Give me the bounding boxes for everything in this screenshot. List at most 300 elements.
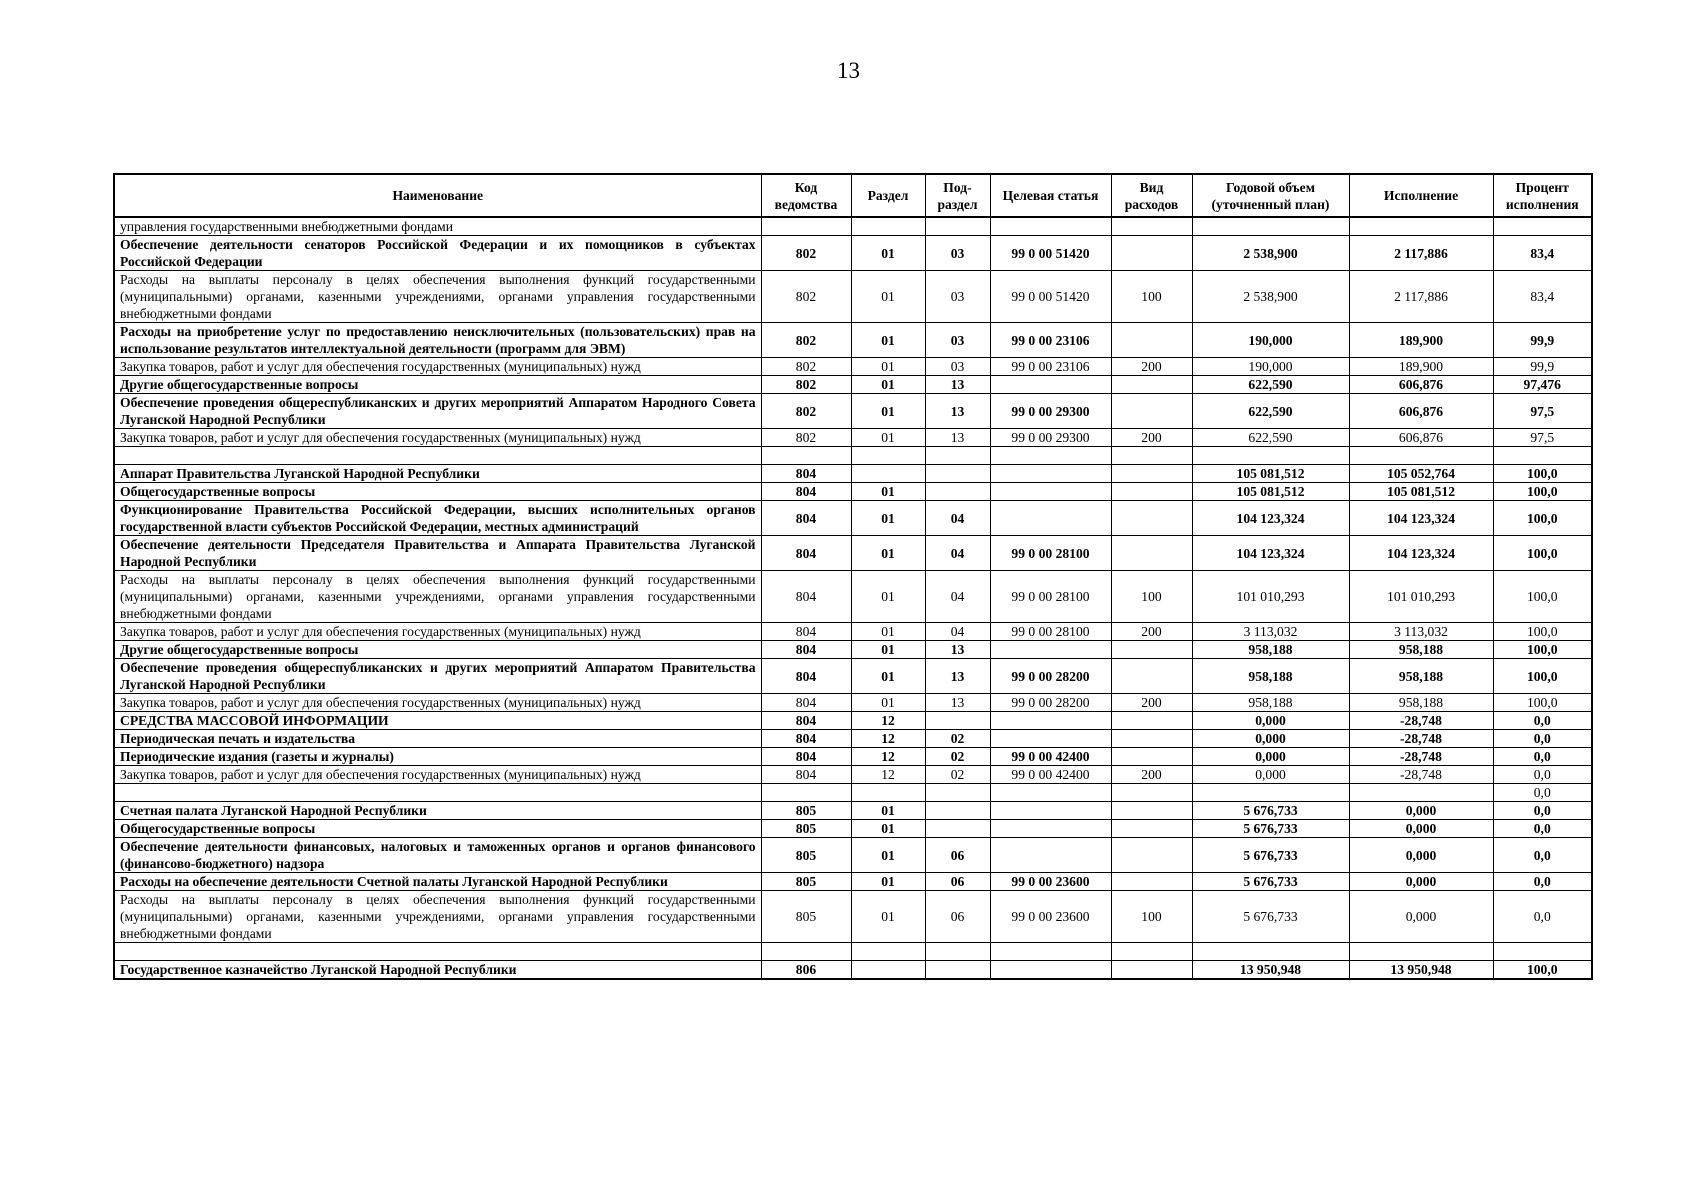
cell-section <box>851 447 925 465</box>
cell-annual-plan: 105 081,512 <box>1192 483 1349 501</box>
cell-expense-type <box>1111 394 1192 429</box>
cell-target-item: 99 0 00 28200 <box>990 694 1111 712</box>
cell-department-code <box>761 943 851 961</box>
cell-target-item: 99 0 00 28100 <box>990 623 1111 641</box>
cell-annual-plan: 5 676,733 <box>1192 820 1349 838</box>
cell-expense-type <box>1111 748 1192 766</box>
cell-annual-plan: 622,590 <box>1192 376 1349 394</box>
cell-expense-type <box>1111 465 1192 483</box>
table-row <box>114 536 1592 571</box>
cell-expense-type <box>1111 873 1192 891</box>
cell-section: 01 <box>851 571 925 623</box>
cell-section: 12 <box>851 748 925 766</box>
cell-expense-type: 200 <box>1111 358 1192 376</box>
cell-execution: 958,188 <box>1349 694 1493 712</box>
cell-name <box>114 784 761 802</box>
cell-annual-plan: 2 538,900 <box>1192 271 1349 323</box>
cell-execution: 0,000 <box>1349 802 1493 820</box>
cell-expense-type <box>1111 838 1192 873</box>
cell-subsection: 13 <box>925 376 990 394</box>
cell-subsection: 04 <box>925 571 990 623</box>
table-row <box>114 623 1592 641</box>
cell-department-code: 805 <box>761 873 851 891</box>
cell-department-code: 805 <box>761 820 851 838</box>
cell-department-code: 806 <box>761 961 851 980</box>
table-row <box>114 217 1592 236</box>
cell-execution: 189,900 <box>1349 358 1493 376</box>
cell-expense-type <box>1111 217 1192 236</box>
cell-execution-percent: 100,0 <box>1493 659 1592 694</box>
cell-execution: 13 950,948 <box>1349 961 1493 980</box>
cell-execution-percent <box>1493 943 1592 961</box>
cell-expense-type: 200 <box>1111 623 1192 641</box>
cell-execution: -28,748 <box>1349 730 1493 748</box>
cell-target-item <box>990 712 1111 730</box>
cell-subsection: 03 <box>925 323 990 358</box>
cell-department-code <box>761 447 851 465</box>
cell-section: 01 <box>851 873 925 891</box>
cell-execution-percent: 100,0 <box>1493 465 1592 483</box>
cell-department-code: 804 <box>761 641 851 659</box>
table-row <box>114 571 1592 623</box>
cell-annual-plan: 0,000 <box>1192 712 1349 730</box>
cell-department-code: 804 <box>761 483 851 501</box>
cell-subsection: 13 <box>925 641 990 659</box>
cell-department-code: 804 <box>761 730 851 748</box>
cell-execution-percent: 97,5 <box>1493 429 1592 447</box>
table-row <box>114 820 1592 838</box>
cell-section: 01 <box>851 820 925 838</box>
cell-section <box>851 217 925 236</box>
cell-target-item: 99 0 00 28100 <box>990 536 1111 571</box>
cell-department-code: 805 <box>761 802 851 820</box>
cell-subsection <box>925 712 990 730</box>
cell-target-item <box>990 730 1111 748</box>
cell-target-item <box>990 641 1111 659</box>
cell-annual-plan: 958,188 <box>1192 694 1349 712</box>
cell-annual-plan <box>1192 784 1349 802</box>
table-row <box>114 712 1592 730</box>
table-row <box>114 730 1592 748</box>
cell-annual-plan: 105 081,512 <box>1192 465 1349 483</box>
cell-target-item: 99 0 00 42400 <box>990 748 1111 766</box>
cell-target-item <box>990 784 1111 802</box>
cell-execution <box>1349 943 1493 961</box>
cell-section: 01 <box>851 323 925 358</box>
cell-expense-type <box>1111 536 1192 571</box>
cell-subsection: 03 <box>925 358 990 376</box>
cell-department-code: 804 <box>761 748 851 766</box>
cell-target-item <box>990 217 1111 236</box>
cell-name: Закупка товаров, работ и услуг для обеспечения государственных (муниципальных) нужд <box>114 694 761 712</box>
cell-section <box>851 465 925 483</box>
table-row <box>114 447 1592 465</box>
cell-expense-type: 100 <box>1111 571 1192 623</box>
cell-expense-type <box>1111 641 1192 659</box>
cell-target-item: 99 0 00 51420 <box>990 236 1111 271</box>
cell-department-code: 804 <box>761 623 851 641</box>
cell-target-item: 99 0 00 23106 <box>990 323 1111 358</box>
header-annual-plan: Годовой объем (уточненный план) <box>1192 174 1349 217</box>
cell-expense-type <box>1111 376 1192 394</box>
cell-department-code: 802 <box>761 358 851 376</box>
cell-department-code: 804 <box>761 694 851 712</box>
cell-section <box>851 784 925 802</box>
cell-execution: 105 052,764 <box>1349 465 1493 483</box>
cell-name: Расходы на выплаты персоналу в целях обеспечения выполнения функций государственными (муниципальными) органами, казенными учреждениями, органами управления государственными внебюджетными фондами <box>114 271 761 323</box>
table-row <box>114 748 1592 766</box>
cell-execution: 2 117,886 <box>1349 236 1493 271</box>
cell-execution: 0,000 <box>1349 838 1493 873</box>
cell-department-code: 802 <box>761 236 851 271</box>
cell-section: 01 <box>851 659 925 694</box>
cell-execution-percent: 100,0 <box>1493 501 1592 536</box>
header-expense-type: Вид расходов <box>1111 174 1192 217</box>
cell-target-item <box>990 961 1111 980</box>
cell-name: Расходы на приобретение услуг по предоставлению неисключительных (пользовательских) прав на использование результатов интеллектуальной деятельности (программ для ЭВМ) <box>114 323 761 358</box>
page-number: 13 <box>837 58 860 83</box>
cell-expense-type <box>1111 447 1192 465</box>
table-row <box>114 236 1592 271</box>
cell-section: 01 <box>851 838 925 873</box>
cell-execution-percent: 0,0 <box>1493 802 1592 820</box>
table-row <box>114 961 1592 980</box>
cell-name: Обеспечение проведения общереспубликанских и других мероприятий Аппаратом Народного Совета Луганской Народной Республики <box>114 394 761 429</box>
cell-subsection: 13 <box>925 394 990 429</box>
cell-execution-percent: 99,9 <box>1493 358 1592 376</box>
cell-expense-type: 200 <box>1111 766 1192 784</box>
cell-annual-plan: 0,000 <box>1192 730 1349 748</box>
cell-subsection: 06 <box>925 891 990 943</box>
cell-department-code: 802 <box>761 376 851 394</box>
cell-execution-percent: 97,5 <box>1493 394 1592 429</box>
cell-execution-percent: 0,0 <box>1493 820 1592 838</box>
cell-department-code <box>761 784 851 802</box>
table-row <box>114 358 1592 376</box>
cell-name <box>114 447 761 465</box>
cell-execution-percent: 0,0 <box>1493 748 1592 766</box>
cell-expense-type <box>1111 323 1192 358</box>
cell-department-code: 802 <box>761 271 851 323</box>
cell-execution <box>1349 217 1493 236</box>
cell-annual-plan: 5 676,733 <box>1192 838 1349 873</box>
cell-target-item: 99 0 00 28200 <box>990 659 1111 694</box>
cell-expense-type <box>1111 501 1192 536</box>
cell-subsection: 03 <box>925 271 990 323</box>
cell-execution: 606,876 <box>1349 376 1493 394</box>
cell-annual-plan: 104 123,324 <box>1192 536 1349 571</box>
cell-annual-plan <box>1192 447 1349 465</box>
cell-expense-type <box>1111 483 1192 501</box>
cell-execution: 104 123,324 <box>1349 501 1493 536</box>
cell-name: Общегосударственные вопросы <box>114 483 761 501</box>
cell-target-item <box>990 838 1111 873</box>
cell-subsection <box>925 217 990 236</box>
cell-subsection <box>925 447 990 465</box>
cell-subsection: 04 <box>925 623 990 641</box>
table-row <box>114 766 1592 784</box>
header-target-item: Целевая статья <box>990 174 1111 217</box>
table-row <box>114 271 1592 323</box>
cell-execution-percent: 83,4 <box>1493 271 1592 323</box>
cell-subsection: 02 <box>925 766 990 784</box>
cell-execution-percent: 0,0 <box>1493 766 1592 784</box>
cell-section: 01 <box>851 891 925 943</box>
cell-section <box>851 961 925 980</box>
cell-name: Расходы на обеспечение деятельности Счетной палаты Луганской Народной Республики <box>114 873 761 891</box>
cell-department-code: 805 <box>761 891 851 943</box>
cell-execution: 0,000 <box>1349 820 1493 838</box>
cell-name: Аппарат Правительства Луганской Народной Республики <box>114 465 761 483</box>
cell-execution-percent: 100,0 <box>1493 961 1592 980</box>
cell-execution: 3 113,032 <box>1349 623 1493 641</box>
cell-annual-plan: 5 676,733 <box>1192 802 1349 820</box>
cell-target-item: 99 0 00 23600 <box>990 891 1111 943</box>
cell-department-code <box>761 217 851 236</box>
cell-name: Общегосударственные вопросы <box>114 820 761 838</box>
cell-execution-percent: 100,0 <box>1493 641 1592 659</box>
table-row <box>114 694 1592 712</box>
cell-section: 12 <box>851 712 925 730</box>
cell-execution-percent: 100,0 <box>1493 571 1592 623</box>
cell-department-code: 804 <box>761 571 851 623</box>
cell-section: 01 <box>851 394 925 429</box>
cell-name: Закупка товаров, работ и услуг для обеспечения государственных (муниципальных) нужд <box>114 358 761 376</box>
cell-annual-plan: 2 538,900 <box>1192 236 1349 271</box>
budget-execution-table <box>113 173 1593 980</box>
cell-name: Периодическая печать и издательства <box>114 730 761 748</box>
cell-subsection: 03 <box>925 236 990 271</box>
cell-name: Расходы на выплаты персоналу в целях обеспечения выполнения функций государственными (муниципальными) органами, казенными учреждениями, органами управления государственными внебюджетными фондами <box>114 571 761 623</box>
cell-execution: -28,748 <box>1349 748 1493 766</box>
cell-execution: 0,000 <box>1349 891 1493 943</box>
cell-section: 01 <box>851 376 925 394</box>
table-row <box>114 376 1592 394</box>
cell-department-code: 802 <box>761 394 851 429</box>
cell-name: Обеспечение деятельности сенаторов Российской Федерации и их помощников в субъектах Российской Федерации <box>114 236 761 271</box>
table-row <box>114 483 1592 501</box>
cell-execution <box>1349 447 1493 465</box>
cell-subsection: 13 <box>925 694 990 712</box>
cell-subsection <box>925 820 990 838</box>
cell-expense-type: 100 <box>1111 271 1192 323</box>
cell-annual-plan: 958,188 <box>1192 641 1349 659</box>
header-execution-percent: Процент исполнения <box>1493 174 1592 217</box>
cell-name: управления государственными внебюджетными фондами <box>114 217 761 236</box>
cell-expense-type <box>1111 730 1192 748</box>
cell-department-code: 804 <box>761 501 851 536</box>
cell-expense-type <box>1111 659 1192 694</box>
header-department-code: Код ведомства <box>761 174 851 217</box>
table-row <box>114 323 1592 358</box>
cell-section: 01 <box>851 536 925 571</box>
table-row <box>114 659 1592 694</box>
cell-annual-plan: 622,590 <box>1192 394 1349 429</box>
cell-department-code: 802 <box>761 323 851 358</box>
cell-department-code: 802 <box>761 429 851 447</box>
cell-execution: 606,876 <box>1349 394 1493 429</box>
table-row <box>114 943 1592 961</box>
table-row <box>114 501 1592 536</box>
table-row <box>114 838 1592 873</box>
cell-annual-plan: 190,000 <box>1192 323 1349 358</box>
cell-execution: 105 081,512 <box>1349 483 1493 501</box>
cell-subsection <box>925 961 990 980</box>
cell-expense-type <box>1111 961 1192 980</box>
cell-expense-type: 200 <box>1111 694 1192 712</box>
cell-subsection: 04 <box>925 536 990 571</box>
cell-target-item <box>990 943 1111 961</box>
cell-execution-percent: 100,0 <box>1493 623 1592 641</box>
cell-expense-type: 200 <box>1111 429 1192 447</box>
cell-section: 01 <box>851 694 925 712</box>
cell-annual-plan: 13 950,948 <box>1192 961 1349 980</box>
cell-section <box>851 943 925 961</box>
cell-target-item: 99 0 00 23106 <box>990 358 1111 376</box>
cell-annual-plan: 622,590 <box>1192 429 1349 447</box>
cell-execution: 606,876 <box>1349 429 1493 447</box>
cell-name: Расходы на выплаты персоналу в целях обеспечения выполнения функций государственными (муниципальными) органами, казенными учреждениями, органами управления государственными внебюджетными фондами <box>114 891 761 943</box>
cell-subsection: 02 <box>925 730 990 748</box>
cell-execution <box>1349 784 1493 802</box>
cell-expense-type: 100 <box>1111 891 1192 943</box>
table-row <box>114 429 1592 447</box>
cell-target-item <box>990 447 1111 465</box>
cell-subsection <box>925 483 990 501</box>
header-execution: Исполнение <box>1349 174 1493 217</box>
cell-name: Обеспечение проведения общереспубликанских и других мероприятий Аппаратом Правительства Луганской Народной Республики <box>114 659 761 694</box>
cell-department-code: 805 <box>761 838 851 873</box>
cell-execution-percent: 0,0 <box>1493 730 1592 748</box>
cell-execution-percent <box>1493 217 1592 236</box>
cell-department-code: 804 <box>761 659 851 694</box>
cell-subsection: 13 <box>925 659 990 694</box>
cell-execution-percent: 0,0 <box>1493 891 1592 943</box>
cell-name: Закупка товаров, работ и услуг для обеспечения государственных (муниципальных) нужд <box>114 429 761 447</box>
cell-target-item <box>990 483 1111 501</box>
cell-execution: 958,188 <box>1349 659 1493 694</box>
cell-expense-type <box>1111 712 1192 730</box>
table-body <box>114 217 1592 979</box>
cell-subsection <box>925 802 990 820</box>
cell-subsection: 06 <box>925 838 990 873</box>
cell-name: Закупка товаров, работ и услуг для обеспечения государственных (муниципальных) нужд <box>114 623 761 641</box>
cell-name: Периодические издания (газеты и журналы) <box>114 748 761 766</box>
cell-section: 12 <box>851 730 925 748</box>
cell-execution-percent: 0,0 <box>1493 838 1592 873</box>
cell-section: 01 <box>851 501 925 536</box>
cell-execution-percent: 83,4 <box>1493 236 1592 271</box>
cell-section: 01 <box>851 236 925 271</box>
table-row <box>114 873 1592 891</box>
cell-department-code: 804 <box>761 465 851 483</box>
cell-annual-plan: 0,000 <box>1192 766 1349 784</box>
cell-annual-plan: 101 010,293 <box>1192 571 1349 623</box>
cell-annual-plan <box>1192 943 1349 961</box>
cell-name: Обеспечение деятельности Председателя Правительства и Аппарата Правительства Луганской Народной Республики <box>114 536 761 571</box>
cell-execution-percent: 97,476 <box>1493 376 1592 394</box>
cell-execution: -28,748 <box>1349 766 1493 784</box>
cell-execution-percent: 100,0 <box>1493 536 1592 571</box>
cell-expense-type <box>1111 236 1192 271</box>
cell-subsection <box>925 784 990 802</box>
cell-execution: 2 117,886 <box>1349 271 1493 323</box>
cell-annual-plan: 190,000 <box>1192 358 1349 376</box>
cell-target-item <box>990 465 1111 483</box>
cell-name: СРЕДСТВА МАССОВОЙ ИНФОРМАЦИИ <box>114 712 761 730</box>
cell-section: 01 <box>851 623 925 641</box>
cell-name: Государственное казначейство Луганской Народной Республики <box>114 961 761 980</box>
cell-expense-type <box>1111 943 1192 961</box>
header-row <box>114 174 1592 217</box>
header-name: Наименование <box>114 174 761 217</box>
cell-section: 01 <box>851 802 925 820</box>
cell-execution-percent: 99,9 <box>1493 323 1592 358</box>
table-header <box>114 174 1592 217</box>
cell-execution: 189,900 <box>1349 323 1493 358</box>
cell-target-item <box>990 501 1111 536</box>
cell-annual-plan: 0,000 <box>1192 748 1349 766</box>
cell-execution: -28,748 <box>1349 712 1493 730</box>
cell-subsection: 02 <box>925 748 990 766</box>
table-row <box>114 465 1592 483</box>
cell-section: 01 <box>851 358 925 376</box>
cell-section: 01 <box>851 641 925 659</box>
cell-target-item: 99 0 00 23600 <box>990 873 1111 891</box>
cell-execution-percent <box>1493 447 1592 465</box>
cell-name: Функционирование Правительства Российской Федерации, высших исполнительных органов государственной власти субъектов Российской Федерации, местных администраций <box>114 501 761 536</box>
table-row <box>114 394 1592 429</box>
cell-target-item: 99 0 00 29300 <box>990 429 1111 447</box>
cell-target-item: 99 0 00 28100 <box>990 571 1111 623</box>
cell-section: 01 <box>851 483 925 501</box>
cell-department-code: 804 <box>761 712 851 730</box>
cell-expense-type <box>1111 802 1192 820</box>
cell-subsection: 04 <box>925 501 990 536</box>
cell-target-item: 99 0 00 42400 <box>990 766 1111 784</box>
cell-subsection <box>925 465 990 483</box>
cell-execution-percent: 100,0 <box>1493 694 1592 712</box>
cell-execution: 101 010,293 <box>1349 571 1493 623</box>
cell-section: 01 <box>851 271 925 323</box>
cell-target-item <box>990 820 1111 838</box>
cell-department-code: 804 <box>761 766 851 784</box>
cell-subsection: 13 <box>925 429 990 447</box>
cell-annual-plan: 3 113,032 <box>1192 623 1349 641</box>
cell-annual-plan: 5 676,733 <box>1192 891 1349 943</box>
cell-execution-percent: 0,0 <box>1493 712 1592 730</box>
table-row <box>114 802 1592 820</box>
cell-annual-plan: 104 123,324 <box>1192 501 1349 536</box>
table-row <box>114 891 1592 943</box>
cell-target-item <box>990 376 1111 394</box>
cell-execution: 104 123,324 <box>1349 536 1493 571</box>
cell-department-code: 804 <box>761 536 851 571</box>
table-row <box>114 641 1592 659</box>
cell-target-item <box>990 802 1111 820</box>
cell-annual-plan: 5 676,733 <box>1192 873 1349 891</box>
cell-expense-type <box>1111 820 1192 838</box>
cell-name: Другие общегосударственные вопросы <box>114 376 761 394</box>
cell-name: Закупка товаров, работ и услуг для обеспечения государственных (муниципальных) нужд <box>114 766 761 784</box>
cell-subsection <box>925 943 990 961</box>
cell-section: 01 <box>851 429 925 447</box>
header-section: Раздел <box>851 174 925 217</box>
cell-execution: 958,188 <box>1349 641 1493 659</box>
cell-execution-percent: 0,0 <box>1493 784 1592 802</box>
cell-execution-percent: 100,0 <box>1493 483 1592 501</box>
cell-annual-plan: 958,188 <box>1192 659 1349 694</box>
